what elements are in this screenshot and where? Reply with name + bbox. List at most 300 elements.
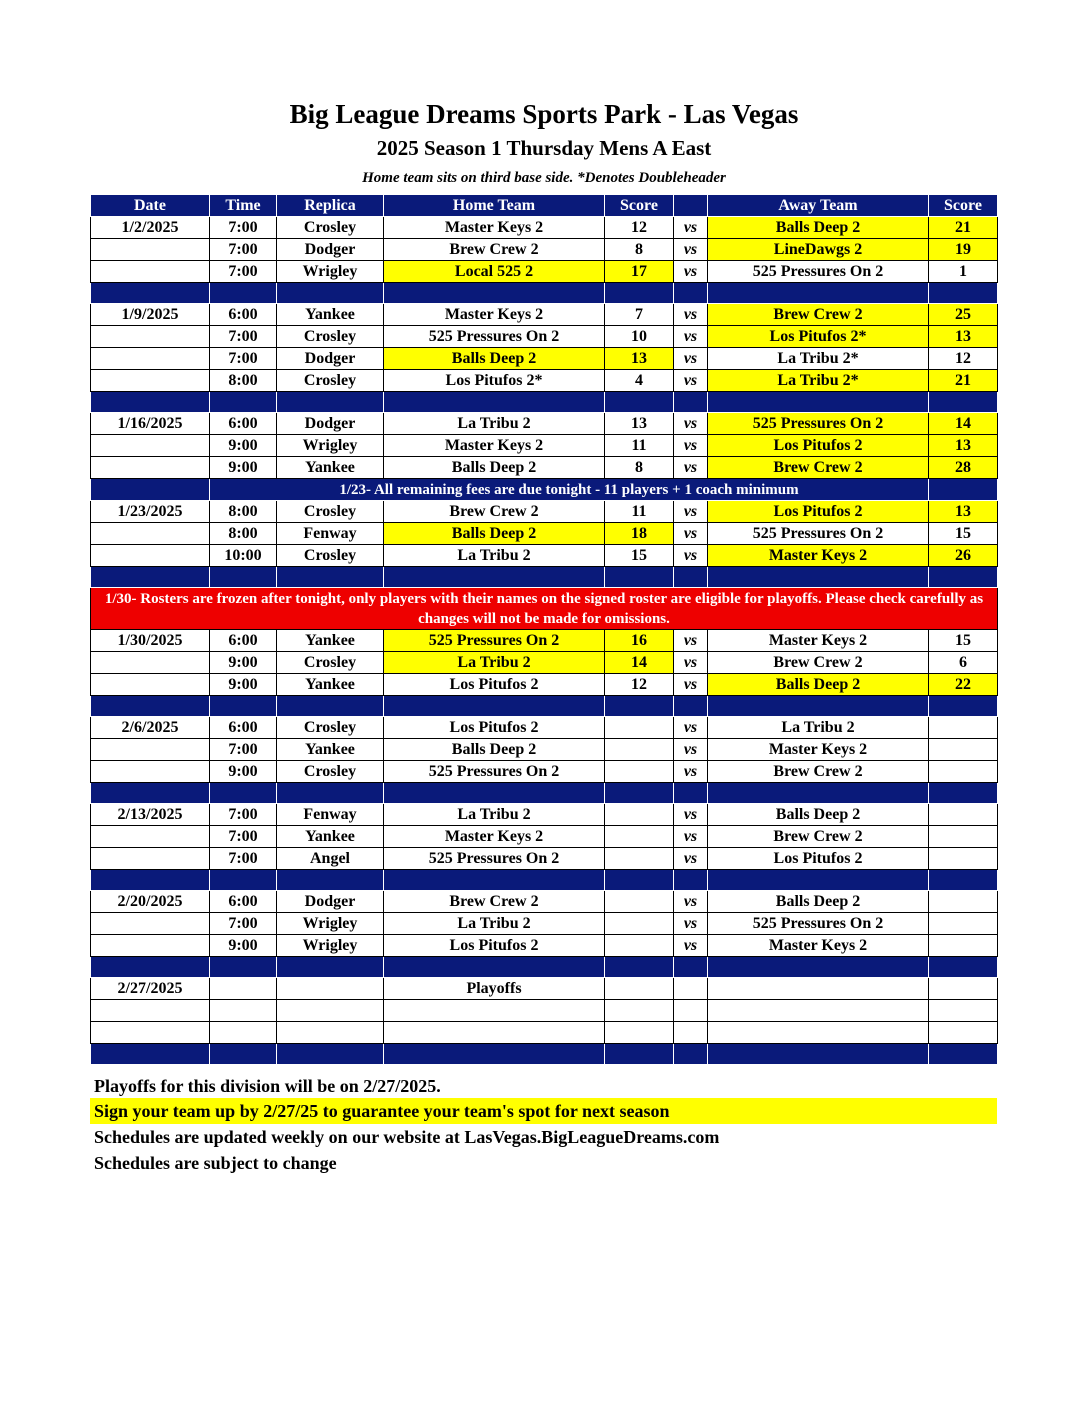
blank-cell [91, 1000, 210, 1022]
game-row [91, 326, 998, 348]
separator-row [91, 783, 998, 804]
roster-alert: 1/30- Rosters are frozen after tonight, only players with their names on the signed roster are eligible for playoffs. Please check carefully as changes will not be made for omissions. [91, 588, 998, 630]
home-team: Los Pitufos 2 [384, 935, 605, 957]
game-time: 8:00 [210, 523, 277, 545]
playoff-date: 2/27/2025 [91, 978, 210, 1000]
separator-cell [929, 957, 998, 978]
vs-label: vs [674, 848, 708, 870]
blank-cell [929, 1022, 998, 1044]
game-time: 9:00 [210, 652, 277, 674]
game-row [91, 913, 998, 935]
separator-cell [91, 696, 210, 717]
separator-cell [210, 957, 277, 978]
separator-cell [674, 567, 708, 588]
away-score: 14 [929, 413, 998, 435]
separator-cell [708, 696, 929, 717]
separator-cell [384, 283, 605, 304]
away-team: La Tribu 2* [708, 348, 929, 370]
game-field: Wrigley [277, 935, 384, 957]
home-team: Balls Deep 2 [384, 739, 605, 761]
blank-cell [674, 1000, 708, 1022]
game-time: 9:00 [210, 435, 277, 457]
vs-label: vs [674, 523, 708, 545]
game-row [91, 239, 998, 261]
game-field: Fenway [277, 804, 384, 826]
separator-row [91, 957, 998, 978]
separator-cell [605, 283, 674, 304]
game-date [91, 761, 210, 783]
separator-cell [210, 283, 277, 304]
game-date [91, 848, 210, 870]
away-team: Balls Deep 2 [708, 804, 929, 826]
game-date: 2/13/2025 [91, 804, 210, 826]
home-score [605, 804, 674, 826]
away-team: Brew Crew 2 [708, 457, 929, 479]
game-date: 2/20/2025 [91, 891, 210, 913]
vs-label: vs [674, 935, 708, 957]
game-field: Crosley [277, 217, 384, 239]
playoffs-note: Playoffs for this division will be on 2/27/2025. [94, 1076, 441, 1096]
away-score: 21 [929, 217, 998, 239]
game-row [91, 674, 998, 696]
playoff-field [277, 978, 384, 1000]
separator-cell [708, 957, 929, 978]
doubleheader-note: Home team sits on third base side. *Denotes Doubleheader [362, 170, 726, 186]
home-score: 8 [605, 457, 674, 479]
vs-label: vs [674, 501, 708, 523]
fees-banner-row [91, 479, 998, 501]
away-team: Los Pitufos 2* [708, 326, 929, 348]
header-date: Date [91, 195, 210, 217]
game-time: 6:00 [210, 413, 277, 435]
blank-cell [210, 1000, 277, 1022]
separator-cell [674, 783, 708, 804]
game-field: Crosley [277, 761, 384, 783]
game-time: 7:00 [210, 804, 277, 826]
home-team: Master Keys 2 [384, 826, 605, 848]
game-field: Crosley [277, 652, 384, 674]
away-team: 525 Pressures On 2 [708, 523, 929, 545]
vs-label: vs [674, 652, 708, 674]
game-date: 2/6/2025 [91, 717, 210, 739]
roster-alert-row [91, 588, 998, 630]
home-score [605, 717, 674, 739]
game-time: 9:00 [210, 935, 277, 957]
separator-cell [91, 1044, 210, 1065]
game-date [91, 435, 210, 457]
away-team: 525 Pressures On 2 [708, 261, 929, 283]
separator-cell [91, 783, 210, 804]
separator-cell [210, 1044, 277, 1065]
home-score: 12 [605, 217, 674, 239]
game-field: Yankee [277, 630, 384, 652]
vs-label: vs [674, 370, 708, 392]
home-score: 14 [605, 652, 674, 674]
home-score: 17 [605, 261, 674, 283]
away-score [929, 891, 998, 913]
game-date [91, 913, 210, 935]
playoff-empty-cell [708, 978, 929, 1000]
away-team: Brew Crew 2 [708, 652, 929, 674]
vs-label: vs [674, 804, 708, 826]
home-score: 7 [605, 304, 674, 326]
away-score [929, 761, 998, 783]
game-field: Wrigley [277, 435, 384, 457]
separator-cell [929, 392, 998, 413]
away-team: Los Pitufos 2 [708, 435, 929, 457]
separator-cell [277, 870, 384, 891]
vs-label: vs [674, 739, 708, 761]
separator-row [91, 696, 998, 717]
game-time: 7:00 [210, 217, 277, 239]
vs-label: vs [674, 891, 708, 913]
separator-cell [277, 696, 384, 717]
away-score: 28 [929, 457, 998, 479]
vs-label: vs [674, 630, 708, 652]
home-team: Los Pitufos 2* [384, 370, 605, 392]
home-team: 525 Pressures On 2 [384, 630, 605, 652]
game-field: Fenway [277, 523, 384, 545]
separator-cell [91, 870, 210, 891]
game-row [91, 826, 998, 848]
home-team: La Tribu 2 [384, 652, 605, 674]
game-time: 8:00 [210, 501, 277, 523]
game-field: Wrigley [277, 913, 384, 935]
vs-label: vs [674, 435, 708, 457]
game-field: Dodger [277, 348, 384, 370]
vs-label: vs [674, 239, 708, 261]
separator-cell [674, 283, 708, 304]
away-team: Master Keys 2 [708, 545, 929, 567]
home-team: Master Keys 2 [384, 304, 605, 326]
game-field: Yankee [277, 304, 384, 326]
away-team: La Tribu 2 [708, 717, 929, 739]
game-row [91, 652, 998, 674]
separator-cell [277, 283, 384, 304]
game-field: Yankee [277, 739, 384, 761]
separator-cell [674, 957, 708, 978]
game-field: Dodger [277, 239, 384, 261]
blank-cell [277, 1022, 384, 1044]
separator-cell [91, 957, 210, 978]
separator-cell [708, 392, 929, 413]
separator-cell [210, 392, 277, 413]
game-field: Wrigley [277, 261, 384, 283]
separator-cell [384, 957, 605, 978]
vs-label: vs [674, 674, 708, 696]
separator-cell [277, 783, 384, 804]
vs-label: vs [674, 826, 708, 848]
game-date [91, 370, 210, 392]
home-team: La Tribu 2 [384, 413, 605, 435]
vs-label: vs [674, 913, 708, 935]
website-note: Schedules are updated weekly on our website at LasVegas.BigLeagueDreams.com [94, 1127, 720, 1147]
separator-cell [929, 696, 998, 717]
home-team: Brew Crew 2 [384, 239, 605, 261]
away-score: 25 [929, 304, 998, 326]
home-score: 13 [605, 348, 674, 370]
game-field: Crosley [277, 501, 384, 523]
game-field: Dodger [277, 891, 384, 913]
separator-cell [929, 783, 998, 804]
away-score [929, 739, 998, 761]
game-date [91, 326, 210, 348]
away-score: 12 [929, 348, 998, 370]
game-row [91, 935, 998, 957]
game-row [91, 523, 998, 545]
schedule-body [91, 217, 998, 1065]
game-time: 8:00 [210, 370, 277, 392]
away-score [929, 913, 998, 935]
away-score: 13 [929, 435, 998, 457]
blank-row [91, 1000, 998, 1022]
game-date: 1/23/2025 [91, 501, 210, 523]
home-team: 525 Pressures On 2 [384, 848, 605, 870]
home-score: 18 [605, 523, 674, 545]
home-team: Brew Crew 2 [384, 501, 605, 523]
home-team: 525 Pressures On 2 [384, 761, 605, 783]
home-score [605, 891, 674, 913]
away-score [929, 848, 998, 870]
away-team: LineDawgs 2 [708, 239, 929, 261]
vs-label: vs [674, 348, 708, 370]
playoff-empty-cell [674, 978, 708, 1000]
separator-cell [929, 870, 998, 891]
blank-cell [674, 1022, 708, 1044]
home-team: La Tribu 2 [384, 545, 605, 567]
separator-cell [384, 783, 605, 804]
game-field: Yankee [277, 674, 384, 696]
vs-label: vs [674, 217, 708, 239]
separator-row [91, 1044, 998, 1065]
game-row [91, 457, 998, 479]
game-field: Crosley [277, 545, 384, 567]
separator-cell [384, 696, 605, 717]
playoff-empty-cell [929, 978, 998, 1000]
home-score: 12 [605, 674, 674, 696]
game-row [91, 348, 998, 370]
game-time: 7:00 [210, 261, 277, 283]
separator-cell [210, 870, 277, 891]
home-score: 4 [605, 370, 674, 392]
separator-cell [708, 567, 929, 588]
game-field: Crosley [277, 326, 384, 348]
vs-label: vs [674, 761, 708, 783]
away-team: Los Pitufos 2 [708, 501, 929, 523]
separator-cell [605, 957, 674, 978]
game-field: Angel [277, 848, 384, 870]
home-score [605, 739, 674, 761]
game-row [91, 804, 998, 826]
game-time: 9:00 [210, 761, 277, 783]
away-team: Balls Deep 2 [708, 217, 929, 239]
home-score [605, 761, 674, 783]
game-date [91, 348, 210, 370]
playoff-row [91, 978, 998, 1000]
separator-cell [605, 783, 674, 804]
blank-cell [210, 1022, 277, 1044]
separator-cell [929, 283, 998, 304]
vs-label: vs [674, 413, 708, 435]
separator-cell [91, 567, 210, 588]
home-score: 16 [605, 630, 674, 652]
blank-cell [929, 1000, 998, 1022]
game-row [91, 217, 998, 239]
game-time: 10:00 [210, 545, 277, 567]
separator-cell [708, 783, 929, 804]
separator-cell [91, 392, 210, 413]
header-home-team: Home Team [384, 195, 605, 217]
blank-cell [384, 1000, 605, 1022]
away-score: 1 [929, 261, 998, 283]
blank-cell [605, 1022, 674, 1044]
blank-cell [708, 1022, 929, 1044]
separator-cell [91, 283, 210, 304]
signup-note: Sign your team up by 2/27/25 to guarantee your team's spot for next season [90, 1098, 997, 1124]
home-team: Brew Crew 2 [384, 891, 605, 913]
page-subtitle: 2025 Season 1 Thursday Mens A East [376, 136, 712, 160]
away-score: 15 [929, 630, 998, 652]
game-row [91, 630, 998, 652]
game-date: 1/30/2025 [91, 630, 210, 652]
separator-cell [277, 567, 384, 588]
header-home-score: Score [605, 195, 674, 217]
game-time: 9:00 [210, 457, 277, 479]
game-time: 6:00 [210, 891, 277, 913]
separator-cell [277, 957, 384, 978]
game-field: Yankee [277, 457, 384, 479]
away-team: Brew Crew 2 [708, 761, 929, 783]
table-header-row [91, 195, 998, 217]
game-date [91, 826, 210, 848]
home-score: 11 [605, 501, 674, 523]
game-field: Dodger [277, 413, 384, 435]
away-team: Master Keys 2 [708, 739, 929, 761]
home-team: La Tribu 2 [384, 804, 605, 826]
header-time: Time [210, 195, 277, 217]
away-team: Brew Crew 2 [708, 304, 929, 326]
separator-cell [605, 567, 674, 588]
separator-cell [384, 1044, 605, 1065]
separator-cell [605, 696, 674, 717]
game-row [91, 261, 998, 283]
game-date: 1/9/2025 [91, 304, 210, 326]
away-team: Brew Crew 2 [708, 826, 929, 848]
game-time: 7:00 [210, 326, 277, 348]
game-time: 7:00 [210, 913, 277, 935]
home-team: Los Pitufos 2 [384, 717, 605, 739]
subject-to-change-note: Schedules are subject to change [94, 1153, 337, 1173]
away-team: Balls Deep 2 [708, 891, 929, 913]
separator-cell [674, 696, 708, 717]
home-team: Balls Deep 2 [384, 348, 605, 370]
separator-cell [674, 392, 708, 413]
blank-cell [91, 1022, 210, 1044]
game-row [91, 717, 998, 739]
blank-cell [708, 1000, 929, 1022]
header-away-score: Score [929, 195, 998, 217]
game-field: Crosley [277, 370, 384, 392]
game-row [91, 545, 998, 567]
header-replica: Replica [277, 195, 384, 217]
away-score [929, 717, 998, 739]
home-team: Los Pitufos 2 [384, 674, 605, 696]
vs-label: vs [674, 326, 708, 348]
separator-cell [674, 870, 708, 891]
game-row [91, 848, 998, 870]
separator-cell [929, 567, 998, 588]
game-time: 6:00 [210, 304, 277, 326]
separator-cell [605, 1044, 674, 1065]
game-row [91, 501, 998, 523]
away-score: 15 [929, 523, 998, 545]
away-team: Balls Deep 2 [708, 674, 929, 696]
game-date: 1/2/2025 [91, 217, 210, 239]
separator-cell [277, 392, 384, 413]
away-score: 13 [929, 501, 998, 523]
separator-cell [605, 392, 674, 413]
page-title: Big League Dreams Sports Park - Las Vegas [289, 99, 799, 129]
separator-cell [210, 696, 277, 717]
separator-cell [929, 1044, 998, 1065]
game-time: 7:00 [210, 826, 277, 848]
separator-cell [384, 567, 605, 588]
away-team: Master Keys 2 [708, 935, 929, 957]
away-team: 525 Pressures On 2 [708, 913, 929, 935]
game-time: 7:00 [210, 239, 277, 261]
away-score: 19 [929, 239, 998, 261]
away-team: Master Keys 2 [708, 630, 929, 652]
game-row [91, 413, 998, 435]
playoff-empty-cell [605, 978, 674, 1000]
home-team: Master Keys 2 [384, 217, 605, 239]
banner-spacer [91, 479, 210, 501]
game-date [91, 674, 210, 696]
game-row [91, 370, 998, 392]
away-score: 6 [929, 652, 998, 674]
game-time: 7:00 [210, 848, 277, 870]
blank-cell [277, 1000, 384, 1022]
home-team: Local 525 2 [384, 261, 605, 283]
home-score [605, 913, 674, 935]
separator-row [91, 392, 998, 413]
away-score: 21 [929, 370, 998, 392]
separator-cell [605, 870, 674, 891]
home-score [605, 848, 674, 870]
fees-banner: 1/23- All remaining fees are due tonight - 11 players + 1 coach minimum [210, 479, 929, 501]
separator-row [91, 283, 998, 304]
blank-cell [605, 1000, 674, 1022]
game-field: Yankee [277, 826, 384, 848]
game-date [91, 739, 210, 761]
separator-row [91, 870, 998, 891]
game-field: Crosley [277, 717, 384, 739]
playoff-label: Playoffs [384, 978, 605, 1000]
home-score [605, 826, 674, 848]
home-score: 15 [605, 545, 674, 567]
vs-label: vs [674, 457, 708, 479]
separator-cell [210, 783, 277, 804]
separator-cell [384, 392, 605, 413]
game-time: 7:00 [210, 348, 277, 370]
away-score: 13 [929, 326, 998, 348]
separator-cell [708, 1044, 929, 1065]
game-row [91, 739, 998, 761]
home-score: 8 [605, 239, 674, 261]
vs-label: vs [674, 304, 708, 326]
game-date [91, 652, 210, 674]
away-score [929, 935, 998, 957]
